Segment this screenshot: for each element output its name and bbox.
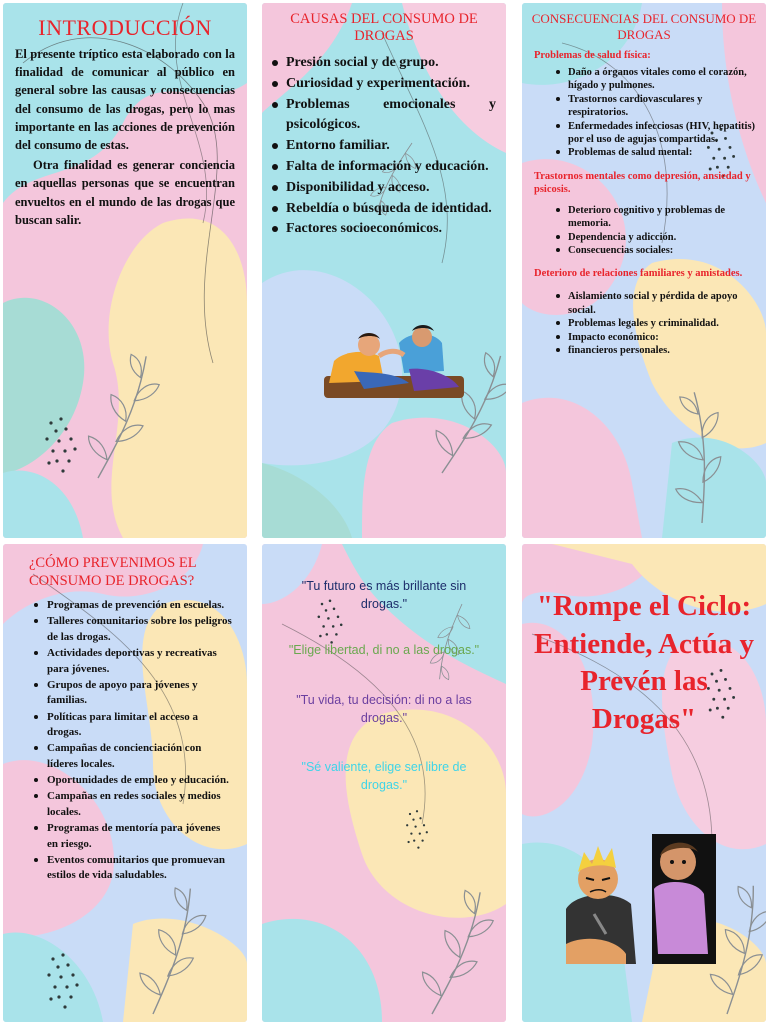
- list-item: Impacto económico:: [568, 331, 756, 344]
- list-item: Problemas emocionales y psicológicos.: [286, 95, 496, 137]
- list-item: Factores socioeconómicos.: [286, 219, 496, 240]
- list-item: financieros personales.: [568, 344, 756, 357]
- subheading-trastornos-mentales: Trastornos mentales como depresión, ansiedad y psicosis.: [534, 170, 751, 195]
- intro-paragraph-2: Otra finalidad es generar conciencia en aquellas personas que se encuentran envueltos en el mundo de las drogas que buscan salir.: [15, 158, 235, 227]
- causas-title: CAUSAS DEL CONSUMO DE DROGAS: [290, 11, 478, 44]
- intro-paragraph-1: El presente tríptico esta elaborado con la finalidad de comunicar al público en general sobre las causas y consecuencias del consumo de las drogas, pero lo mas importante en las acciones de prevención del consumo de estas.: [15, 47, 235, 153]
- causas-list: [262, 45, 506, 240]
- prevencion-list: [3, 590, 247, 884]
- sad-people-illustration: [324, 321, 464, 399]
- intro-title: INTRODUCCIÓN: [38, 15, 212, 40]
- list-item: Políticas para limitar el acceso a drogas.: [47, 710, 233, 741]
- consecuencias-list-3: [522, 280, 766, 361]
- list-item: Consecuencias sociales:: [568, 244, 756, 257]
- panel-causas: [262, 3, 506, 538]
- prevencion-title: ¿CÓMO PREVENIMOS EL CONSUMO DE DROGAS?: [29, 555, 197, 589]
- cover-title: "Rompe el Ciclo: Entiende, Actúa y Prevén las Drogas": [534, 590, 754, 735]
- list-item: Entorno familiar.: [286, 136, 496, 157]
- list-item: Eventos comunitarios que promuevan estilos de vida saludables.: [47, 853, 233, 884]
- quote-libertad: "Elige libertad, di no a las drogas.": [288, 643, 480, 657]
- consecuencias-list-1: [522, 62, 766, 164]
- subheading-relaciones: Deterioro de relaciones familiares y amistades.: [534, 268, 743, 280]
- intro-body: [3, 41, 247, 229]
- consecuencias-title: CONSECUENCIAS DEL CONSUMO DE DROGAS: [531, 11, 757, 42]
- quote-vida: "Tu vida, tu decisión: di no a las drogas.": [296, 693, 472, 725]
- list-item: Programas de mentoría para jóvenes en riesgo.: [47, 821, 233, 852]
- consecuencias-list-2: [522, 196, 766, 262]
- panel-consecuencias: [522, 3, 766, 538]
- panel-portada: [522, 544, 766, 1022]
- list-item: Problemas de salud mental:: [568, 146, 756, 159]
- list-item: Problemas legales y criminalidad.: [568, 317, 756, 330]
- panel-frases: [262, 544, 506, 1022]
- list-item: Deterioro cognitivo y problemas de memoria.: [568, 204, 756, 231]
- list-item: Campañas de concienciación con líderes locales.: [47, 741, 233, 772]
- list-item: Daño a órganos vitales como el corazón, hígado y pulmones.: [568, 66, 756, 93]
- list-item: Presión social y de grupo.: [286, 53, 496, 74]
- list-item: Falta de información y educación.: [286, 157, 496, 178]
- list-item: Talleres comunitarios sobre los peligros de las drogas.: [47, 614, 233, 645]
- list-item: Dependencia y adicción.: [568, 231, 756, 244]
- boys-illustration: [566, 834, 716, 964]
- list-item: Programas de prevención en escuelas.: [47, 598, 233, 614]
- quote-futuro: "Tu futuro es más brillante sin drogas.": [301, 579, 467, 611]
- list-item: Enfermedades infecciosas (HIV, hepatitis) por el uso de agujas compartidas.: [568, 120, 756, 146]
- subheading-salud-fisica: Problemas de salud física:: [534, 50, 651, 61]
- quote-valiente: "Sé valiente, elige ser libre de drogas.": [301, 760, 467, 792]
- list-item: Grupos de apoyo para jóvenes y familias.: [47, 678, 233, 709]
- panel-introduccion: [3, 3, 247, 538]
- list-item: Aislamiento social y pérdida de apoyo social.: [568, 290, 756, 317]
- panel-prevencion: [3, 544, 247, 1022]
- list-item: Trastornos cardiovasculares y respiratorios.: [568, 93, 756, 120]
- list-item: Curiosidad y experimentación.: [286, 74, 496, 95]
- list-item: Campañas en redes sociales y medios locales.: [47, 789, 233, 820]
- list-item: Disponibilidad y acceso.: [286, 178, 496, 199]
- list-item: Oportunidades de empleo y educación.: [47, 773, 233, 789]
- list-item: Rebeldía o búsqueda de identidad.: [286, 199, 496, 220]
- list-item: Actividades deportivas y recreativas para jóvenes.: [47, 646, 233, 677]
